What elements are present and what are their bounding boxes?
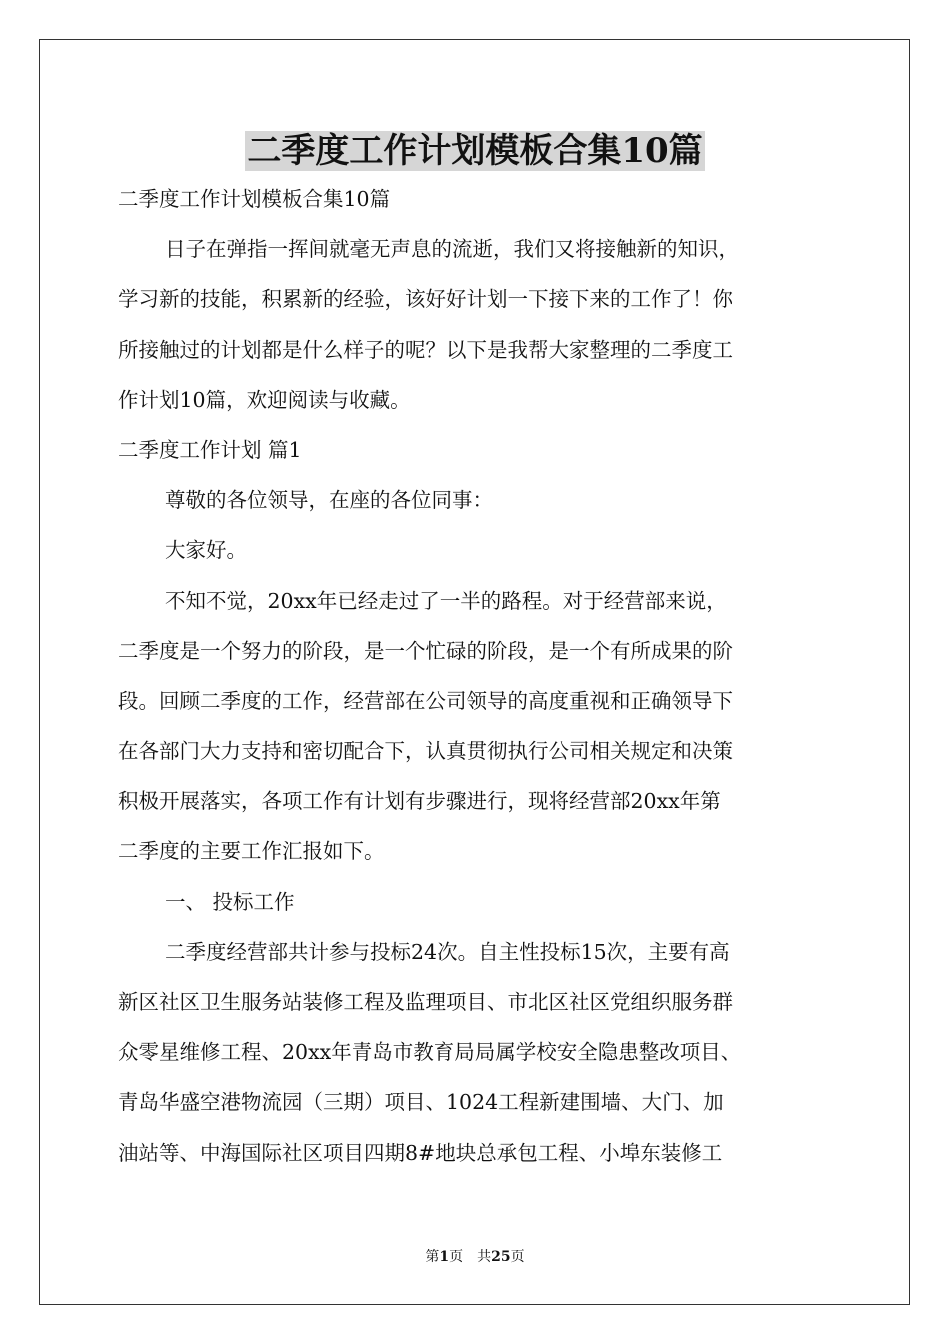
document-title bbox=[0, 126, 950, 176]
body-line: 学习新的技能，积累新的经验，该好好计划一下接下来的工作了！你 bbox=[118, 287, 733, 312]
body-line: 二季度经营部共计参与投标24次。自主性投标15次，主要有高 bbox=[165, 939, 730, 964]
body-line: 大家好。 bbox=[165, 538, 247, 563]
body-line: 新区社区卫生服务站装修工程及监理项目、市北区社区党组织服务群 bbox=[118, 990, 733, 1014]
body-line: 二季度工作计划模板合集10篇 bbox=[118, 187, 391, 211]
page-footer bbox=[0, 1247, 950, 1267]
body-line: 不知不觉，20xx年已经走过了一半的路程。对于经营部来说， bbox=[165, 588, 727, 613]
body-line: 日子在弹指一挥间就毫无声息的流逝，我们又将接触新的知识， bbox=[165, 237, 739, 262]
footer-suffix: 页 bbox=[510, 1249, 525, 1265]
body-line: 油站等、中海国际社区项目四期8#地块总承包工程、小埠东装修工 bbox=[118, 1140, 723, 1165]
body-line: 二季度是一个努力的阶段，是一个忙碌的阶段，是一个有所成果的阶 bbox=[118, 638, 733, 663]
footer-prefix: 第 bbox=[425, 1249, 440, 1265]
body-line: 段。回顾二季度的工作，经营部在公司领导的高度重视和正确领导下 bbox=[118, 688, 733, 713]
document-body bbox=[118, 174, 838, 1178]
body-line: 众零星维修工程、20xx年青岛市教育局局属学校安全隐患整改项目、 bbox=[118, 1040, 742, 1065]
body-line: 所接触过的计划都是什么样子的呢？以下是我帮大家整理的二季度工 bbox=[118, 337, 733, 362]
body-line: 一、 投标工作 bbox=[165, 889, 295, 914]
body-line: 青岛华盛空港物流园（三期）项目、1024工程新建围墙、大门、加 bbox=[118, 1090, 724, 1115]
body-line: 二季度工作计划 篇1 bbox=[118, 437, 302, 462]
body-line: 作计划10篇，欢迎阅读与收藏。 bbox=[118, 387, 411, 412]
body-line: 尊敬的各位领导，在座的各位同事： bbox=[165, 488, 493, 513]
document-title-text: 二季度工作计划模板合集10篇 bbox=[247, 131, 703, 171]
footer-middle: 页 共 bbox=[449, 1249, 492, 1265]
footer-total-pages: 25 bbox=[491, 1249, 511, 1265]
footer-page-number: 1 bbox=[439, 1249, 450, 1265]
body-line: 二季度的主要工作汇报如下。 bbox=[118, 839, 385, 864]
body-line: 积极开展落实，各项工作有计划有步骤进行，现将经营部20xx年第 bbox=[118, 789, 721, 814]
body-line: 在各部门大力支持和密切配合下，认真贯彻执行公司相关规定和决策 bbox=[118, 739, 733, 764]
